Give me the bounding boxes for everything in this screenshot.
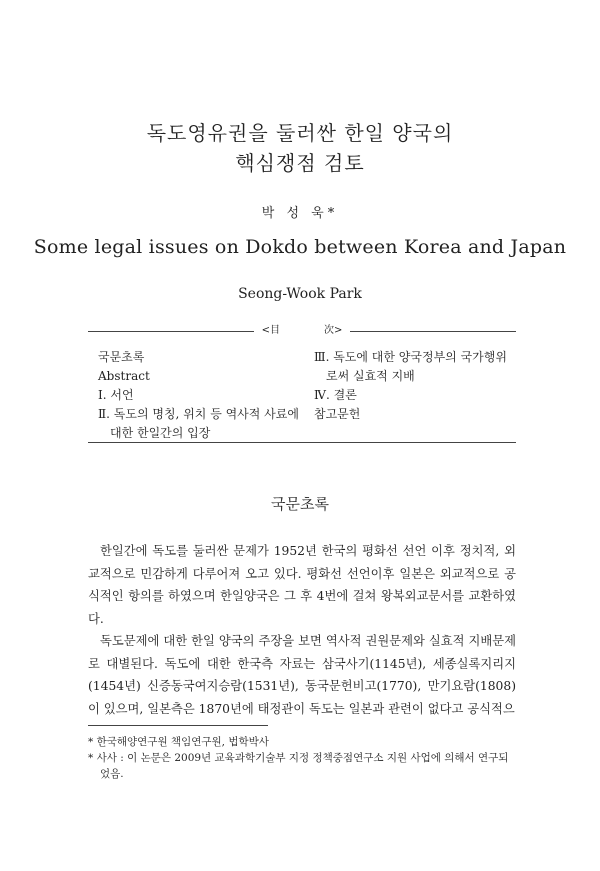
toc-item: 국문초록	[98, 350, 145, 364]
toc-item-continuation: 대한 한일간의 입장	[110, 426, 211, 440]
footnotes	[88, 734, 516, 782]
toc-item: Ⅱ. 독도의 명칭, 위치 등 역사적 사료에	[98, 407, 299, 421]
korean-title-line-1: 독도영유권을 둘러싼 한일 양국의	[146, 121, 454, 145]
toc-header-right: 次>	[320, 325, 346, 336]
abstract-body	[88, 540, 516, 720]
toc-left-column	[98, 348, 308, 443]
toc-item: Ⅳ. 결론	[314, 388, 357, 402]
body-paragraph: 독도문제에 대한 한일 양국의 주장을 보면 역사적 권원문제와 실효적 지배문제로 대별된다. 독도에 대한 한국측 자료는 삼국사기(1145년), 세종실록지리지(1454년) 신증동국여지승람(1531년), 동국문헌비고(1770), 만기요람(1808)이 있으며, 일본측은 1870년에 태정관이 독도는 일본과 관련이 없다고 공식적으	[88, 634, 516, 716]
toc-item: 참고문헌	[314, 407, 361, 421]
toc-item: Ⅰ. 서언	[98, 388, 134, 402]
korean-title-line-2: 핵심쟁점 검토	[235, 151, 365, 175]
english-title: Some legal issues on Dokdo between Korea and Japan	[33, 236, 567, 258]
toc-item-continuation: 로써 실효적 지배	[326, 369, 415, 383]
footnote-divider	[88, 725, 268, 726]
korean-title	[0, 118, 600, 178]
body-paragraph: 한일간에 독도를 둘러싼 문제가 1952년 한국의 평화선 선언 이후 정치적, 외교적으로 민감하게 다루어져 오고 있다. 평화선 선언이후 일본은 외교적으로 공식적인 항의를 하였으며 한일양국은 그 후 4번에 걸쳐 왕복외교문서를 교환하였다.	[88, 544, 516, 626]
english-author: Seong-Wook Park	[238, 286, 362, 302]
table-of-contents	[88, 325, 516, 443]
toc-item: Abstract	[98, 369, 150, 383]
footnote: * 한국해양연구원 책임연구원, 법학박사	[88, 736, 269, 748]
toc-header-left: <目	[258, 325, 284, 336]
toc-item: Ⅲ. 독도에 대한 양국정부의 국가행위	[314, 350, 507, 364]
section-title-abstract: 국문초록	[271, 495, 329, 513]
footnote: * 사사 : 이 논문은 2009년 교육과학기술부 지정 정책중점연구소 지원 사업에 의해서 연구되었음.	[88, 752, 509, 780]
korean-author: 박 성 욱*	[261, 206, 339, 221]
toc-header	[88, 324, 516, 338]
toc-right-column	[314, 348, 514, 424]
